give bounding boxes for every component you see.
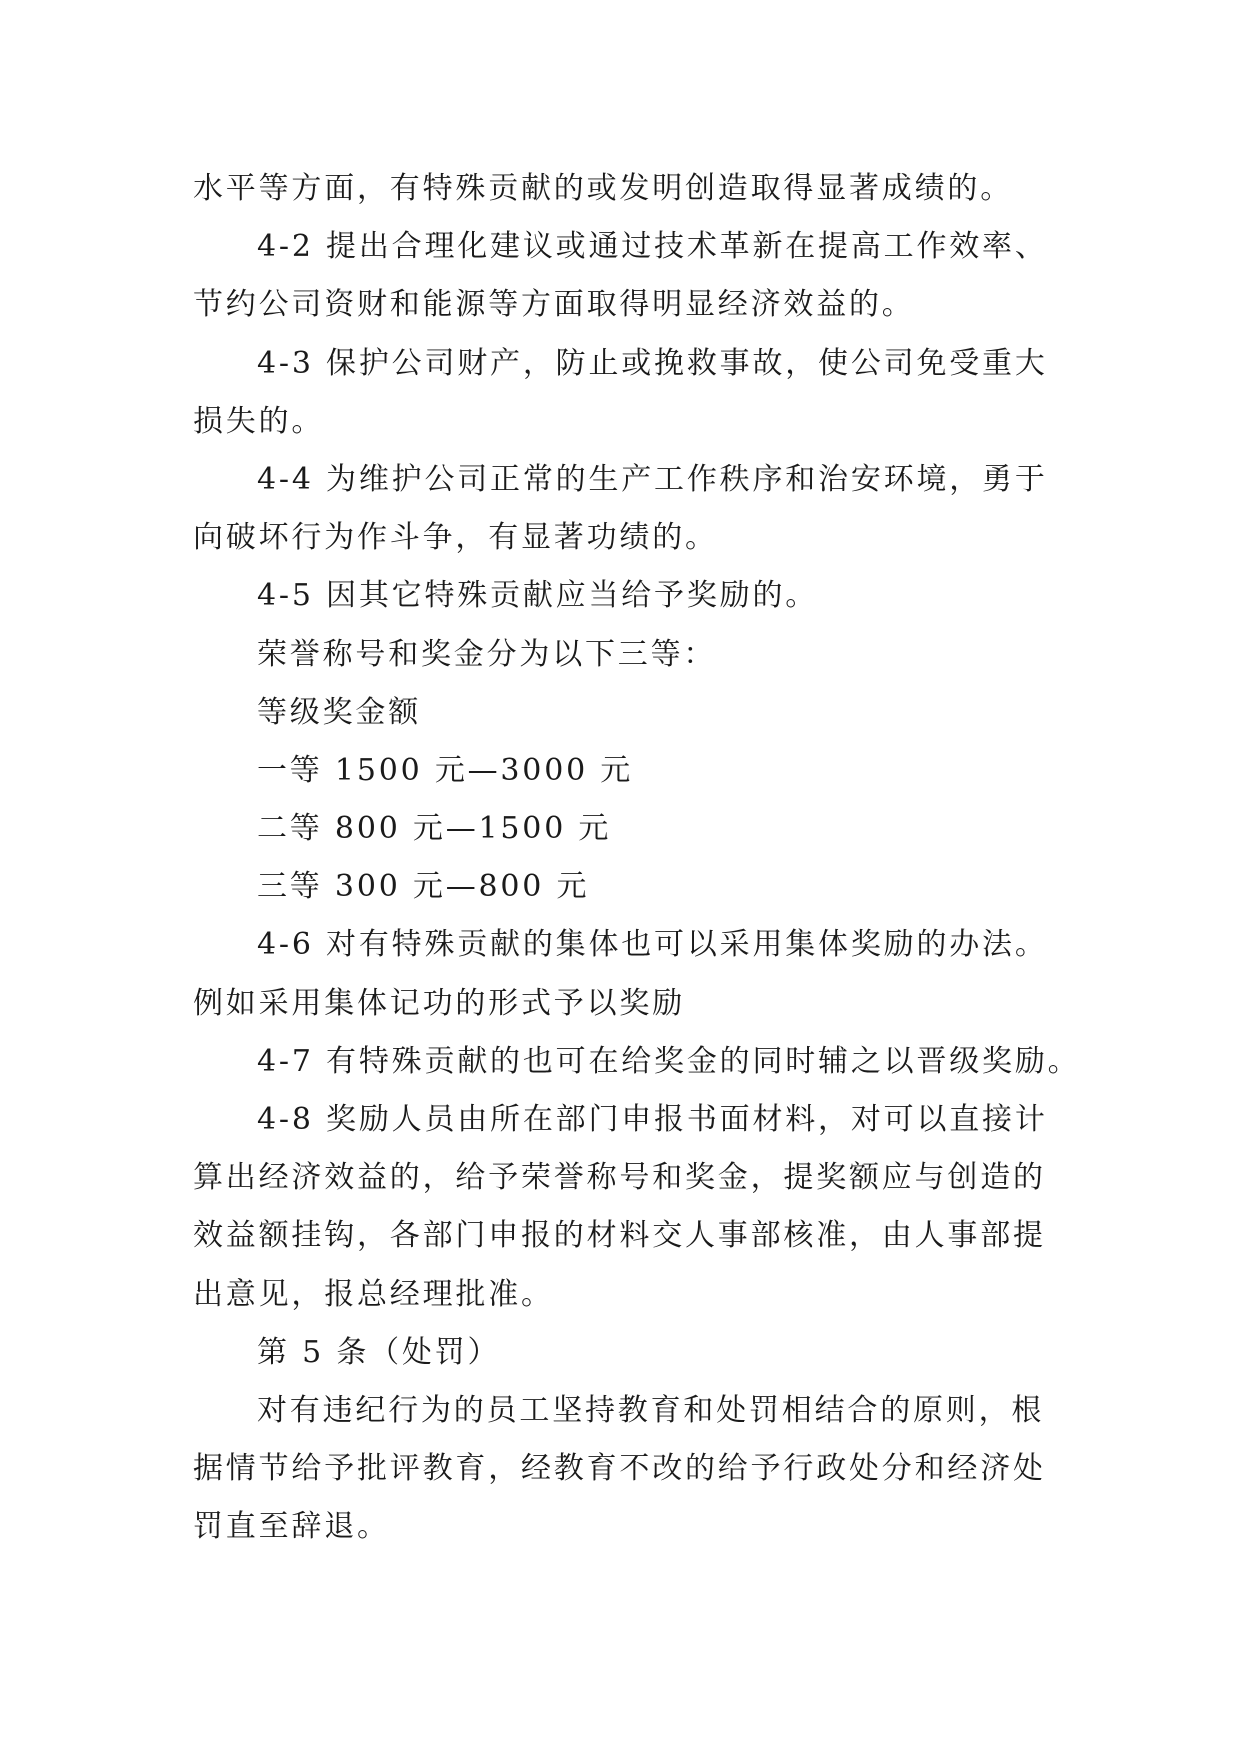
- paragraph-line: 罚直至辞退。: [193, 1509, 390, 1545]
- paragraph-line: 效益额挂钩，各部门申报的材料交人事部核准，由人事部提: [193, 1218, 1046, 1254]
- paragraph-line: 据情节给予批评教育，经教育不改的给予行政处分和经济处: [193, 1451, 1046, 1487]
- reward-tier-third: 三等 300 元—800 元: [257, 869, 590, 905]
- paragraph-line: 4-7 有特殊贡献的也可在给奖金的同时辅之以晋级奖励。: [257, 1043, 1081, 1079]
- document-body: [193, 160, 1081, 1557]
- reward-tier-first: 一等 1500 元—3000 元: [257, 752, 634, 788]
- paragraph-line: 4-8 奖励人员由所在部门申报书面材料，对可以直接计: [257, 1102, 1048, 1137]
- paragraph-line: 向破坏行为作斗争，有显著功绩的。: [193, 520, 718, 556]
- paragraph-line: 出意见，报总经理批准。: [193, 1276, 554, 1312]
- paragraph-line: 例如采用集体记功的形式予以奖励: [193, 985, 685, 1021]
- paragraph-line: 算出经济效益的，给予荣誉称号和奖金，提奖额应与创造的: [193, 1160, 1046, 1196]
- paragraph-line: 4-6 对有特殊贡献的集体也可以采用集体奖励的办法。: [257, 927, 1048, 963]
- paragraph-line: 4-3 保护公司财产，防止或挽救事故，使公司免受重大: [257, 345, 1048, 381]
- paragraph-line: 节约公司资财和能源等方面取得明显经济效益的。: [193, 287, 915, 323]
- paragraph-line: 损失的。: [193, 403, 325, 439]
- paragraph-line: 4-2 提出合理化建议或通过技术革新在提高工作效率、: [257, 229, 1048, 265]
- reward-table-header: 等级奖金额: [257, 694, 421, 730]
- reward-tier-second: 二等 800 元—1500 元: [257, 811, 612, 847]
- paragraph-line: 4-5 因其它特殊贡献应当给予奖励的。: [257, 578, 819, 614]
- paragraph-line: 荣誉称号和奖金分为以下三等：: [257, 636, 717, 672]
- paragraph-line: 水平等方面，有特殊贡献的或发明创造取得显著成绩的。: [193, 171, 1013, 206]
- paragraph-line: 对有违纪行为的员工坚持教育和处罚相结合的原则，根: [257, 1392, 1045, 1428]
- paragraph-line: 4-4 为维护公司正常的生产工作秩序和治安环境，勇于: [257, 461, 1048, 497]
- section-heading: 第 5 条（处罚）: [257, 1334, 501, 1370]
